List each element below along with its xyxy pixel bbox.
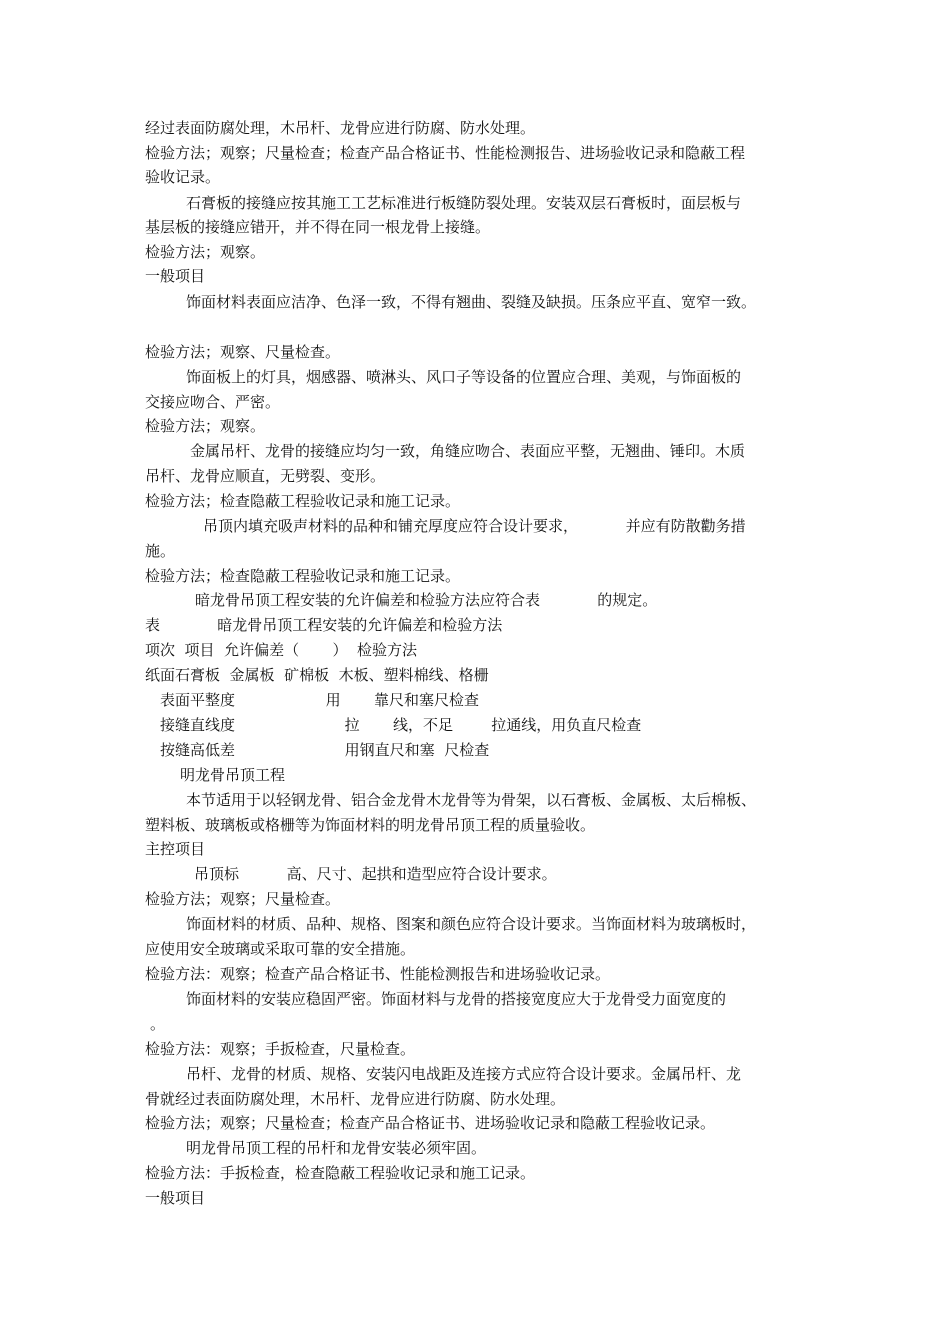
section-heading: 一般项目 xyxy=(145,1189,206,1207)
text-line: 施。 xyxy=(145,542,176,560)
text-line: 饰面材料的材质、品种、规格、图案和颜色应符合设计要求。当饰面材料为玻璃板时， xyxy=(186,915,757,933)
text-line: 饰面材料表面应洁净、色泽一致，不得有翘曲、裂缝及缺损。压条应平直、宽窄一致。 xyxy=(186,293,757,311)
table-header-row: 项次 项目 允许偏差（ ） 检验方法 xyxy=(145,641,417,659)
table-subheader-row: 纸面石膏板 金属板 矿棉板 木板、塑料棉线、格栅 xyxy=(145,666,489,684)
text-line: 吊杆、龙骨的材质、规格、安装闪电战距及连接方式应符合设计要求。金属吊杆、龙 xyxy=(186,1065,742,1083)
text-line: 塑料板、玻璃板或格栅等为饰面材料的明龙骨吊顶工程的质量验收。 xyxy=(145,816,596,834)
text-line: 吊顶内填充吸声材料的品种和铺充厚度应符合设计要求， 并应有防散勸务措 xyxy=(203,517,746,535)
text-line: 检验方法；检查隐蔽工程验收记录和施工记录。 xyxy=(145,492,461,510)
text-line: 吊顶标 高、尺寸、起拱和造型应符合设计要求。 xyxy=(194,865,557,883)
table-row: 表面平整度 用 靠尺和塞尺检查 xyxy=(160,691,479,709)
text-line: 石膏板的接缝应按其施工工艺标准进行板缝防裂处理。安装双层石膏板时，面层板与 xyxy=(186,194,742,212)
text-line: 检验方法；观察；尺量检查；检查产品合格证书、进场验收记录和隐蔽工程验收记录。 xyxy=(145,1114,716,1132)
text-line: 检验方法：观察；手扳检查，尺量检查。 xyxy=(145,1040,416,1058)
text-line: 应使用安全玻璃或采取可靠的安全措施。 xyxy=(145,940,416,958)
text-line: 检验方法；观察；尺量检查；检查产品合格证书、性能检测报告、进场验收记录和隐蔽工程 xyxy=(145,144,746,162)
text-line: 本节适用于以轻钢龙骨、铝合金龙骨木龙骨等为骨架，以石膏板、金属板、太后棉板、 xyxy=(186,791,757,809)
text-line: 检验方法；观察、尺量检查。 xyxy=(145,343,341,361)
text-line: 吊杆、龙骨应顺直，无劈裂、变形。 xyxy=(145,467,386,485)
text-line: 经过表面防腐处理，木吊杆、龙骨应进行防腐、防水处理。 xyxy=(145,119,536,137)
text-line: 基层板的接缝应错开，并不得在同一根龙骨上接缝。 xyxy=(145,218,491,236)
text-line: 明龙骨吊顶工程的吊杆和龙骨安装必须牢固。 xyxy=(186,1139,487,1157)
section-heading: 明龙骨吊顶工程 xyxy=(180,766,286,784)
text-line: 检验方法；观察；尺量检查。 xyxy=(145,890,341,908)
text-line: 骨就经过表面防腐处理，木吊杆、龙骨应进行防腐、防水处理。 xyxy=(145,1090,566,1108)
text-line: 检验方法；观察。 xyxy=(145,417,266,435)
section-heading: 主控项目 xyxy=(145,840,206,858)
text-line: 饰面材料的安装应稳固严密。饰面材料与龙骨的搭接宽度应大于龙骨受力面宽度的 xyxy=(186,990,727,1008)
text-line: 暗龙骨吊顶工程安装的允许偏差和检验方法应符合表 的规定。 xyxy=(195,591,658,609)
text-line: 检验方法：观察；检查产品合格证书、性能检测报告和进场验收记录。 xyxy=(145,965,611,983)
text-line: 金属吊杆、龙骨的接缝应均匀一致，角缝应吻合、表面应平整，无翘曲、锤印。木质 xyxy=(190,442,746,460)
text-line: 检验方法：手扳检查，检查隐蔽工程验收记录和施工记录。 xyxy=(145,1164,536,1182)
text-line: 交接应吻合、严密。 xyxy=(145,393,281,411)
text-line: 。 xyxy=(150,1015,166,1033)
text-line: 检验方法；观察。 xyxy=(145,243,266,261)
table-row: 接缝直线度 拉 线，不足 拉通线，用负直尺检查 xyxy=(160,716,642,734)
table-row: 按缝高低差 用钢直尺和塞 尺检查 xyxy=(160,741,490,759)
text-line: 验收记录。 xyxy=(145,168,221,186)
text-line: 检验方法；检查隐蔽工程验收记录和施工记录。 xyxy=(145,567,461,585)
section-heading: 一般项目 xyxy=(145,267,206,285)
table-caption: 表 暗龙骨吊顶工程安装的允许偏差和检验方法 xyxy=(145,616,503,634)
text-line: 饰面板上的灯具，烟感器、喷淋头、风口子等设备的位置应合理、美观，与饰面板的 xyxy=(186,368,742,386)
